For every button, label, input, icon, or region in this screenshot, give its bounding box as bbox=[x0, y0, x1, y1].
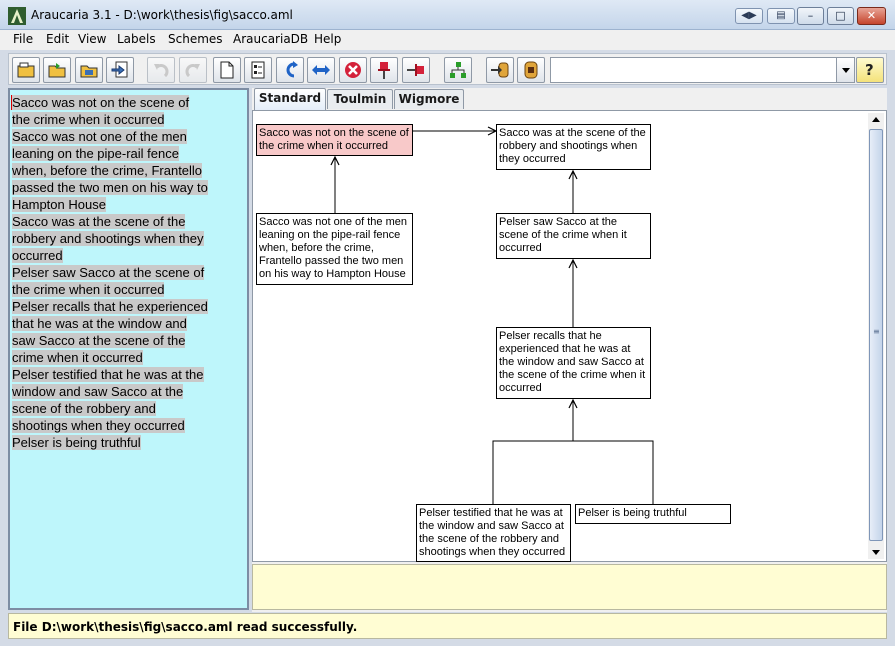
diagram-canvas[interactable] bbox=[252, 110, 887, 562]
tree-layout-button[interactable] bbox=[444, 57, 472, 83]
help-button[interactable] bbox=[856, 57, 884, 83]
source-text-line[interactable]: window and saw Sacco at the bbox=[12, 384, 184, 399]
minimize-button[interactable]: – bbox=[797, 7, 824, 25]
save-button[interactable] bbox=[75, 57, 103, 83]
swap-icon bbox=[311, 60, 331, 80]
swap-button[interactable] bbox=[307, 57, 335, 83]
link-button[interactable] bbox=[276, 57, 304, 83]
db-icon bbox=[521, 60, 541, 80]
diagram-node[interactable]: Pelser recalls that he experienced that he was at the window and saw Sacco at the scene of the crime when it occurred bbox=[496, 327, 651, 399]
menu-view[interactable]: View bbox=[78, 32, 107, 46]
evaluation-panel[interactable] bbox=[252, 564, 887, 610]
source-text-line[interactable]: leaning on the pipe-rail fence bbox=[12, 146, 179, 161]
undo-icon bbox=[151, 60, 171, 80]
unpin-button[interactable] bbox=[402, 57, 430, 83]
menu-labels[interactable]: Labels bbox=[117, 32, 156, 46]
menu-araucariadb[interactable]: AraucariaDB bbox=[233, 32, 309, 46]
scroll-down-icon[interactable] bbox=[872, 550, 880, 555]
menu-bar bbox=[0, 30, 895, 50]
tab-wigmore[interactable]: Wigmore bbox=[394, 89, 464, 109]
source-text-line[interactable]: Sacco was not on the scene of bbox=[12, 95, 190, 110]
diagram-node[interactable]: Pelser saw Sacco at the scene of the crime when it occurred bbox=[496, 213, 651, 259]
source-text-line[interactable]: robbery and shootings when they bbox=[12, 231, 204, 246]
undo-button[interactable] bbox=[147, 57, 175, 83]
properties-icon bbox=[248, 60, 268, 80]
source-text-line[interactable]: Sacco was at the scene of the bbox=[12, 214, 186, 229]
source-text-line[interactable]: scene of the robbery and bbox=[12, 401, 156, 416]
source-text-line[interactable]: Sacco was not one of the men bbox=[12, 129, 187, 144]
link-icon bbox=[280, 60, 300, 80]
grip-icon: ≡ bbox=[873, 327, 880, 336]
source-text[interactable] bbox=[12, 94, 232, 451]
redo-button[interactable] bbox=[179, 57, 207, 83]
linked-premise-bracket bbox=[493, 441, 653, 504]
export-button[interactable] bbox=[106, 57, 134, 83]
delete-button[interactable] bbox=[339, 57, 367, 83]
restore-window-icon[interactable]: ▤ bbox=[767, 8, 795, 24]
scrollbar-thumb[interactable] bbox=[869, 129, 883, 541]
source-text-line[interactable]: saw Sacco at the scene of the bbox=[12, 333, 186, 348]
scheme-combo-box[interactable] bbox=[550, 57, 855, 83]
resize-arrows-icon[interactable]: ◀▶ bbox=[735, 8, 763, 24]
vertical-scrollbar[interactable] bbox=[868, 113, 884, 559]
diagram-node[interactable]: Sacco was not on the scene of the crime when it occurred bbox=[256, 124, 413, 156]
menu-file[interactable]: File bbox=[13, 32, 34, 46]
source-text-line[interactable]: when, before the crime, Frantello bbox=[12, 163, 203, 178]
araucaria-logo-icon bbox=[8, 7, 26, 25]
window-title: Araucaria 3.1 - D:\work\thesis\fig\sacco.aml bbox=[31, 8, 293, 22]
question-mark-icon: ? bbox=[865, 61, 874, 79]
diagram-tabs bbox=[252, 88, 887, 110]
source-text-line[interactable]: occurred bbox=[12, 248, 63, 263]
source-text-line[interactable]: the crime when it occurred bbox=[12, 112, 165, 127]
diagram-node[interactable]: Sacco was not one of the men leaning on the pipe-rail fence when, before the crime, Frantello passed the two men on his way to Hampton House bbox=[256, 213, 413, 285]
export-icon bbox=[110, 60, 130, 80]
properties-button[interactable] bbox=[244, 57, 272, 83]
pin-button[interactable] bbox=[370, 57, 398, 83]
tab-toulmin[interactable]: Toulmin bbox=[327, 89, 393, 109]
diagram-area bbox=[252, 88, 887, 612]
save-icon bbox=[79, 60, 99, 80]
close-button[interactable]: ✕ bbox=[857, 7, 886, 25]
pin-icon bbox=[374, 60, 394, 80]
toolbar bbox=[8, 53, 887, 85]
menu-schemes[interactable]: Schemes bbox=[168, 32, 223, 46]
status-bar bbox=[8, 613, 887, 639]
source-text-panel[interactable] bbox=[8, 88, 249, 610]
redo-icon bbox=[183, 60, 203, 80]
tab-standard[interactable]: Standard bbox=[254, 88, 326, 110]
source-text-line[interactable]: passed the two men on his way to bbox=[12, 180, 208, 195]
source-text-line[interactable]: Pelser is being truthful bbox=[12, 435, 141, 450]
open-folder-button[interactable] bbox=[43, 57, 71, 83]
source-text-line[interactable]: crime when it occurred bbox=[12, 350, 143, 365]
tree-icon bbox=[448, 60, 468, 80]
db-export-button[interactable] bbox=[486, 57, 514, 83]
menu-help[interactable]: Help bbox=[314, 32, 342, 46]
chevron-down-icon[interactable] bbox=[836, 58, 854, 82]
title-bar bbox=[0, 0, 895, 30]
open-folder-icon bbox=[47, 60, 67, 80]
source-text-line[interactable]: shootings when they occurred bbox=[12, 418, 185, 433]
source-text-line[interactable]: Pelser testified that he was at the bbox=[12, 367, 204, 382]
new-document-button[interactable] bbox=[213, 57, 241, 83]
status-message: File D:\work\thesis\fig\sacco.aml read successfully. bbox=[13, 620, 358, 634]
open-button[interactable] bbox=[12, 57, 40, 83]
database-button[interactable] bbox=[517, 57, 545, 83]
maximize-button[interactable]: □ bbox=[827, 7, 854, 25]
unpin-icon bbox=[406, 60, 426, 80]
db-export-icon bbox=[490, 60, 510, 80]
menu-edit[interactable]: Edit bbox=[46, 32, 70, 46]
source-text-line[interactable]: Pelser recalls that he experienced bbox=[12, 299, 208, 314]
diagram-node[interactable]: Pelser is being truthful bbox=[575, 504, 731, 524]
source-text-line[interactable]: Hampton House bbox=[12, 197, 106, 212]
open-icon bbox=[16, 60, 36, 80]
source-text-line[interactable]: that he was at the window and bbox=[12, 316, 187, 331]
diagram-node[interactable]: Pelser testified that he was at the window and saw Sacco at the scene of the robbery and shootings when they occurred bbox=[416, 504, 571, 562]
diagram-node[interactable]: Sacco was at the scene of the robbery and shootings when they occurred bbox=[496, 124, 651, 170]
source-text-line[interactable]: Pelser saw Sacco at the scene of bbox=[12, 265, 205, 280]
delete-icon bbox=[343, 60, 363, 80]
source-text-line[interactable]: the crime when it occurred bbox=[12, 282, 165, 297]
scroll-up-icon[interactable] bbox=[872, 117, 880, 122]
new-document-icon bbox=[217, 60, 237, 80]
